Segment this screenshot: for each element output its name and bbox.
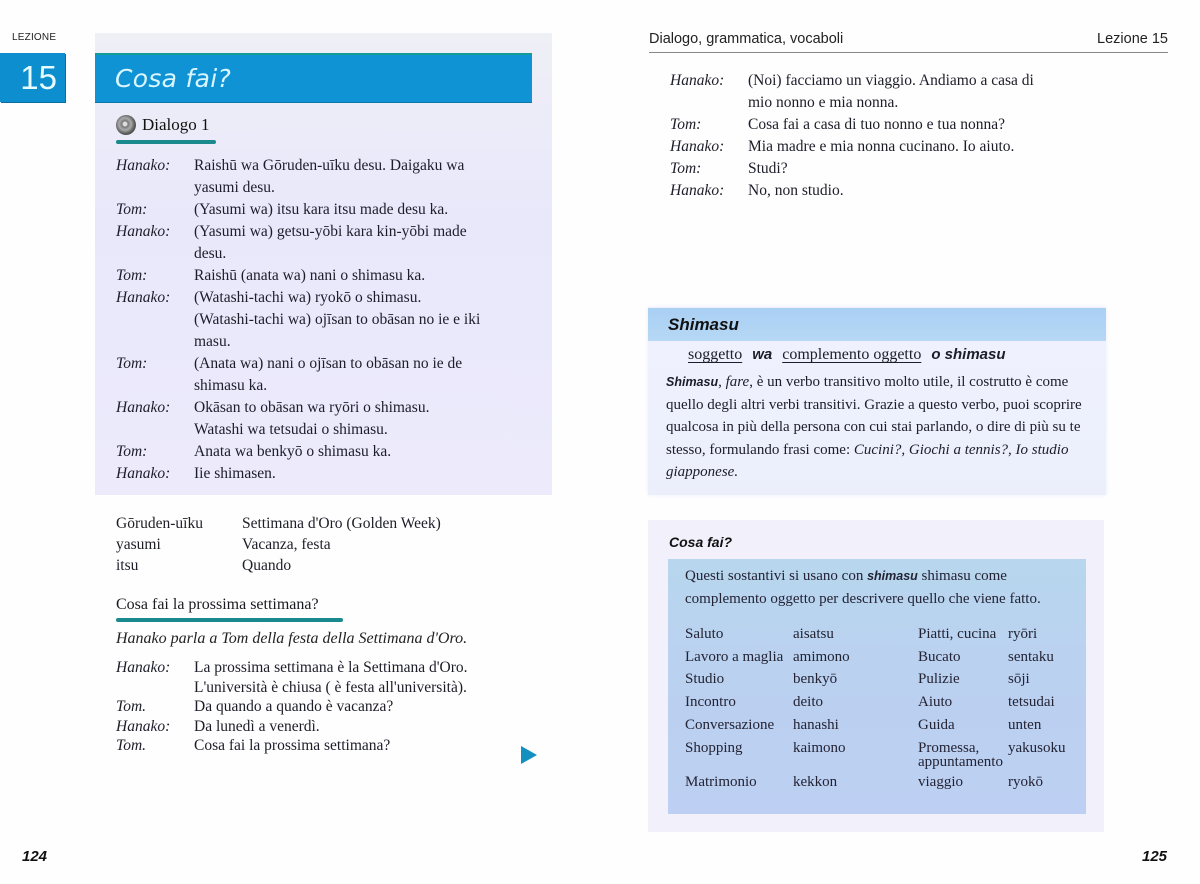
speaker-label	[116, 243, 194, 265]
noun-japanese: ryokō	[1008, 774, 1043, 791]
dialog-text: (Noi) facciamo un viaggio. Andiamo a casa di	[748, 72, 1034, 89]
dialog-text: (Yasumi wa) getsu-yōbi kara kin-yōbi made	[194, 223, 467, 240]
formula-object: complemento oggetto	[782, 346, 922, 363]
vocab-term: itsu	[116, 557, 139, 574]
dialog-line	[670, 92, 1090, 114]
noun-japanese: kekkon	[793, 774, 838, 791]
speaker-label	[116, 419, 194, 441]
dialog-line	[116, 287, 536, 309]
vocab-meaning: Quando	[242, 557, 292, 574]
speaker-label	[116, 331, 194, 353]
dialog-line	[116, 155, 536, 177]
vocab-row	[116, 513, 441, 534]
dialog-text: desu.	[194, 245, 227, 262]
formula-ending: o shimasu	[931, 346, 1006, 363]
dialog-heading-underline	[116, 140, 216, 144]
nouns-table	[685, 623, 1085, 794]
lesson-title-bar	[95, 53, 532, 102]
dialog-text: Mia madre e mia nonna cucinano. Io aiuto.	[748, 138, 1015, 155]
noun-italian: Shopping	[685, 739, 743, 756]
dialog-text: yasumi desu.	[194, 179, 275, 196]
nouns-box-intro	[685, 565, 1081, 610]
running-head-lesson: Lezione 15	[1097, 31, 1168, 47]
dialog-text: (Watashi-tachi wa) ryokō o shimasu.	[194, 289, 422, 306]
vocab-term: yasumi	[116, 536, 161, 553]
speaker-label	[116, 375, 194, 397]
speaker-label: Hanako:	[116, 465, 171, 482]
speaker-label: Tom.	[116, 698, 147, 715]
noun-japanese: benkyō	[793, 671, 838, 688]
dialog-line	[670, 158, 1090, 180]
noun-italian: Matrimonio	[685, 774, 757, 791]
dialog-text: La prossima settimana è la Settimana d'Oro.	[194, 659, 468, 676]
noun-japanese: ryōri	[1008, 626, 1038, 642]
translation-dialog	[116, 658, 536, 756]
dialog-line	[116, 463, 536, 485]
vocab-row	[116, 534, 441, 555]
dialog-line	[116, 717, 536, 737]
dialog-line	[116, 441, 536, 463]
dialog-text: (Yasumi wa) itsu kara itsu made desu ka.	[194, 201, 449, 218]
noun-italian: Aiuto	[918, 694, 953, 711]
formula-subject: soggetto	[688, 346, 743, 363]
grammar-box-title: Shimasu	[668, 315, 739, 334]
noun-italian: Conversazione	[685, 716, 775, 733]
dialog-text: Iie shimasen.	[194, 465, 276, 482]
page-number-right: 125	[1142, 848, 1168, 865]
explanation-bold: Shimasu	[666, 375, 719, 389]
lesson-title: Cosa fai?	[115, 64, 232, 93]
vocab-meaning: Vacanza, festa	[242, 536, 331, 553]
vocabulary-list	[116, 513, 441, 576]
speaker-label: Hanako:	[116, 717, 171, 735]
speaker-label: Hanako:	[670, 138, 725, 155]
formula-particle-wa: wa	[752, 346, 773, 363]
noun-italian: Studio	[685, 671, 725, 688]
dialog-text: Okāsan to obāsan wa ryōri o shimasu.	[194, 399, 430, 416]
speaker-label: Hanako:	[116, 399, 171, 416]
vocab-meaning: Settimana d'Oro (Golden Week)	[242, 515, 441, 532]
noun-italian: viaggio	[918, 774, 963, 791]
speaker-label: Tom:	[116, 267, 148, 284]
noun-italian: Pulizie	[918, 671, 960, 688]
page-number-left: 124	[22, 848, 48, 865]
translation-heading: Cosa fai la prossima settimana?	[116, 596, 319, 613]
noun-japanese: sōji	[1008, 671, 1030, 688]
dialog-text: Studi?	[748, 160, 788, 177]
noun-row	[685, 737, 1085, 760]
noun-japanese: amimono	[793, 648, 850, 665]
dialog-line	[670, 180, 1090, 202]
dialog-text: Anata wa benkyō o shimasu ka.	[194, 443, 392, 460]
noun-row	[685, 623, 1085, 646]
noun-row	[685, 646, 1085, 669]
lesson-label: LEZIONE	[12, 32, 57, 43]
translation-heading-underline	[116, 618, 343, 622]
dialog-text: shimasu ka.	[194, 377, 268, 394]
lesson-number-badge: 15	[0, 53, 65, 102]
dialog-line	[116, 658, 536, 678]
noun-japanese: sentaku	[1008, 648, 1054, 665]
dialog-text: Raishū wa Gōruden-uīku desu. Daigaku wa	[194, 157, 465, 174]
intro-before: Questi sostantivi si usano con	[685, 568, 868, 584]
dialog-text: Da lunedì a venerdì.	[194, 717, 320, 735]
dialog-line	[116, 678, 536, 698]
nouns-box-title: Cosa fai?	[669, 534, 733, 550]
noun-japanese: deito	[793, 694, 823, 711]
dialog-text: Da quando a quando è vacanza?	[194, 698, 394, 715]
dialog-line	[116, 375, 536, 397]
noun-italian: Guida	[918, 716, 955, 733]
noun-italian: Incontro	[685, 694, 736, 711]
noun-row	[685, 771, 1085, 794]
translation-continued	[670, 70, 1090, 202]
explanation-text: , è un verbo transitivo molto utile, il costrutto è come quello degli altri verbi transitivi. Grazie a questo verbo, puoi scoprire qualcosa in più della persona con cui stai parlando, o dire di più su te stesso, formulando frasi come:	[666, 374, 1082, 458]
dialog-text: masu.	[194, 333, 231, 350]
intro-after: shimasu come complemento oggetto per descrivere quello che viene fatto.	[685, 568, 1041, 607]
noun-japanese: tetsudai	[1008, 694, 1055, 711]
dialog-line	[670, 114, 1090, 136]
dialog-line	[116, 697, 536, 717]
intro-bold: shimasu	[867, 569, 918, 583]
grammar-explanation: Shimasu, fare, è un verbo transitivo molto utile, il costrutto è come quello degli altri verbi transitivi. Grazie a questo verbo, puoi scoprire qualcosa in più della persona con cui stai parlando, o dire di più su te stesso, formulando frasi come: Cucini?, Giochi a tennis?, Io studio giapponese.	[666, 374, 1082, 480]
speaker-label	[116, 678, 194, 698]
noun-japanese: kaimono	[793, 739, 846, 756]
dialog-text: No, non studio.	[748, 182, 844, 199]
noun-italian: Piatti, cucina	[918, 626, 997, 642]
grammar-box-title-bar	[648, 308, 1106, 341]
dialog-heading	[116, 115, 210, 135]
speaker-label: Hanako:	[116, 223, 171, 240]
noun-italian: appuntamento	[918, 754, 1003, 771]
dialog-line	[116, 177, 536, 199]
noun-italian: Bucato	[918, 648, 961, 665]
vocab-row	[116, 555, 441, 576]
speaker-label	[670, 92, 748, 114]
dialog-line	[116, 221, 536, 243]
speaker-label: Tom:	[116, 443, 148, 460]
dialog-text: Cosa fai a casa di tuo nonno e tua nonna?	[748, 116, 1005, 133]
dialog-line	[116, 331, 536, 353]
speaker-label	[116, 309, 194, 331]
dialog-line	[670, 70, 1090, 92]
explanation-italic: fare	[725, 374, 750, 390]
dialog-text: Cosa fai la prossima settimana?	[194, 737, 391, 754]
dialog-text: (Watashi-tachi wa) ojīsan to obāsan no ie e iki	[194, 311, 481, 328]
dialog-text: Watashi wa tetsudai o shimasu.	[194, 421, 388, 438]
dialog-line	[116, 265, 536, 287]
noun-japanese: aisatsu	[793, 626, 834, 642]
speaker-label: Hanako:	[116, 157, 171, 174]
dialog-heading-label: Dialogo 1	[142, 115, 210, 134]
explanation-examples: Cucini?, Giochi a tennis?, Io studio giapponese.	[666, 441, 1069, 480]
dialog-line	[116, 736, 536, 756]
speaker-label: Hanako:	[670, 72, 725, 89]
dialog-line	[116, 309, 536, 331]
noun-japanese: yakusoku	[1008, 739, 1066, 756]
speaker-label: Tom:	[116, 201, 148, 218]
running-head	[649, 31, 1168, 53]
noun-japanese: hanashi	[793, 716, 839, 733]
speaker-label: Tom:	[670, 160, 702, 177]
speaker-label: Hanako:	[116, 289, 171, 306]
dialog-line	[116, 419, 536, 441]
dialog-line	[670, 136, 1090, 158]
dialog-line	[116, 397, 536, 419]
noun-italian: Saluto	[685, 626, 724, 642]
dialog-line	[116, 199, 536, 221]
dialog-text: Raishū (anata wa) nani o shimasu ka.	[194, 267, 426, 284]
noun-japanese: unten	[1008, 716, 1042, 733]
speaker-label: Hanako:	[116, 659, 171, 676]
grammar-formula	[688, 346, 1006, 364]
dialog-1	[116, 155, 536, 485]
translation-intro: Hanako parla a Tom della festa della Settimana d'Oro.	[116, 630, 468, 647]
dialog-line	[116, 243, 536, 265]
running-head-section: Dialogo, grammatica, vocaboli	[649, 31, 844, 47]
audio-cd-icon[interactable]	[116, 115, 136, 135]
speaker-label: Tom:	[670, 116, 702, 133]
noun-italian: Lavoro a maglia	[685, 648, 784, 665]
speaker-label	[116, 177, 194, 199]
speaker-label: Tom:	[116, 355, 148, 372]
noun-row	[685, 691, 1085, 714]
vocab-term: Gōruden-uīku	[116, 515, 203, 532]
noun-row	[685, 668, 1085, 691]
noun-italian: Promessa,	[918, 739, 980, 756]
noun-row	[685, 714, 1085, 737]
dialog-line	[116, 353, 536, 375]
speaker-label: Tom.	[116, 737, 147, 754]
next-page-arrow-icon[interactable]	[521, 746, 537, 764]
dialog-text: L'università è chiusa ( è festa all'università).	[194, 678, 467, 696]
dialog-text: (Anata wa) nani o ojīsan to obāsan no ie de	[194, 355, 463, 372]
dialog-text: mio nonno e mia nonna.	[748, 94, 899, 111]
speaker-label: Hanako:	[670, 182, 725, 199]
